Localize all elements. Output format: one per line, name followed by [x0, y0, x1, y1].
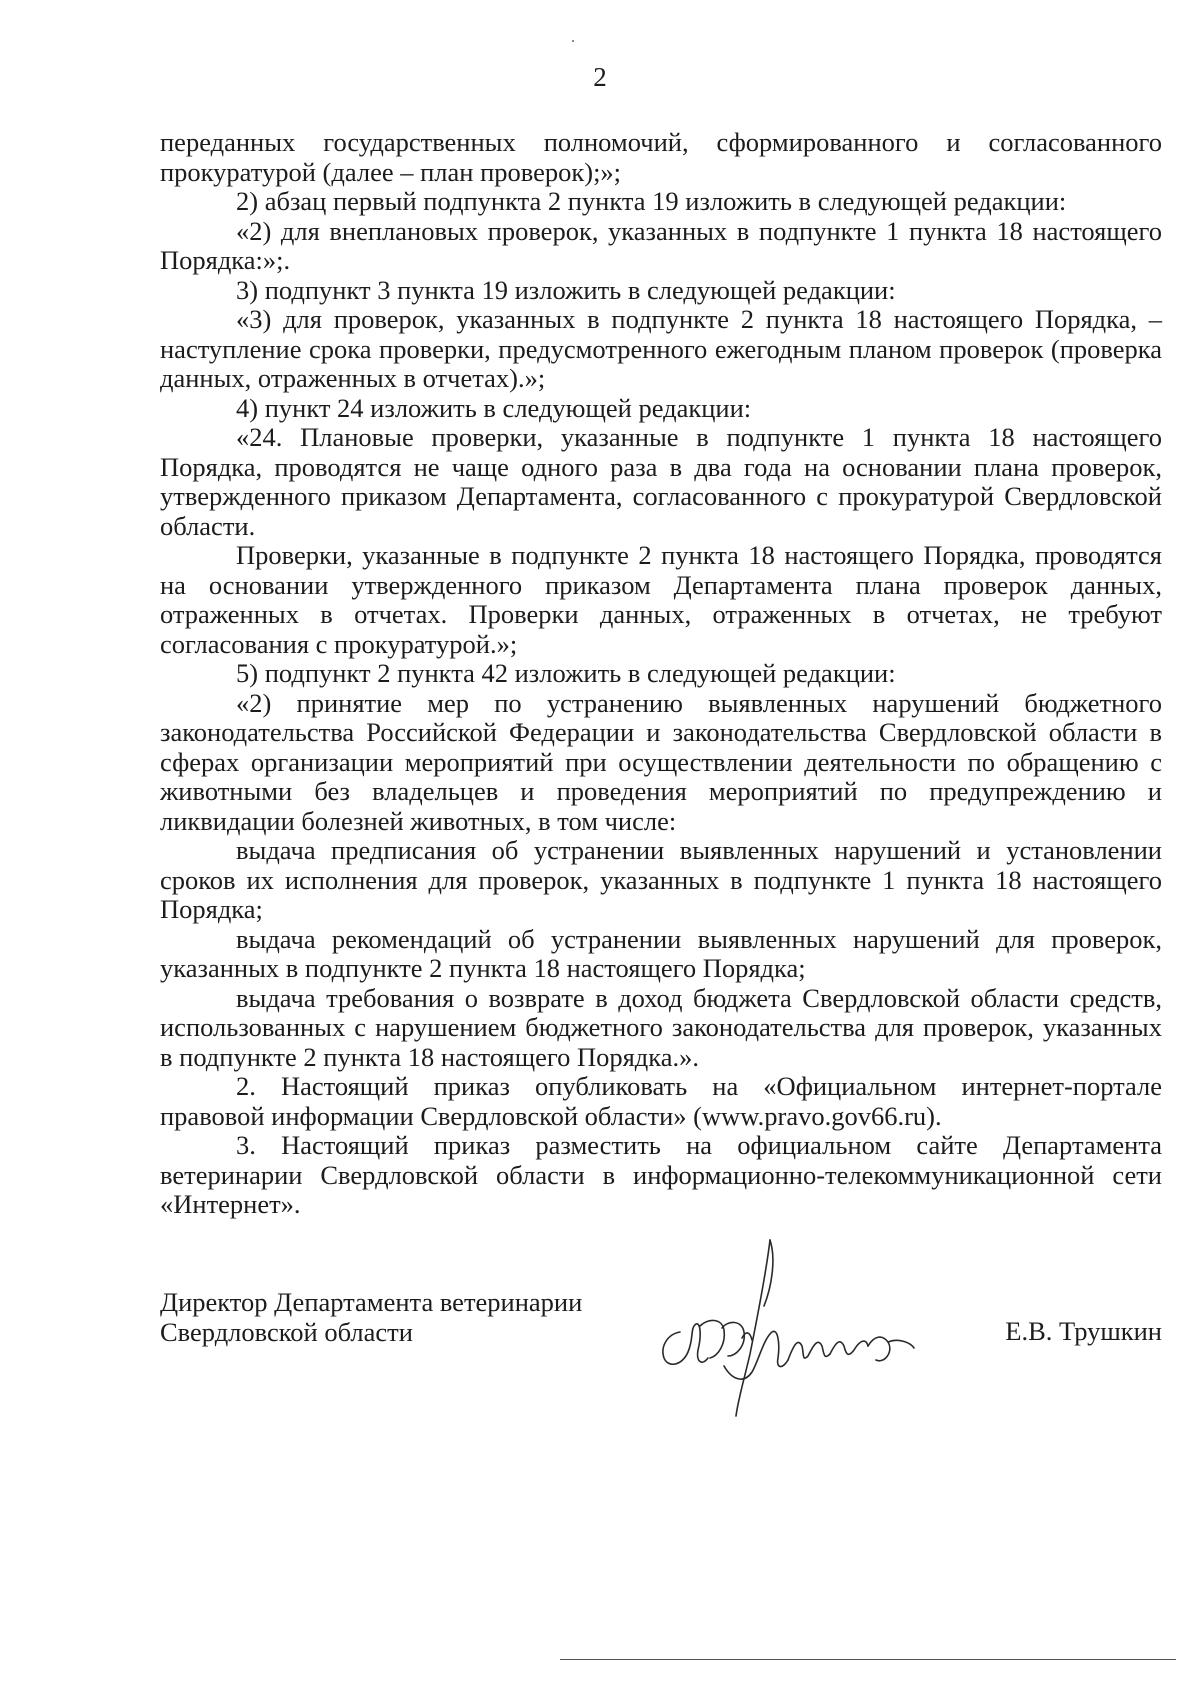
paragraph-2: «2) для внеплановых проверок, указанных в подпункте 1 пункта 18 настоящего Порядка:»;.	[160, 215, 1162, 275]
paragraph-1: 2) абзац первый подпункта 2 пункта 19 изложить в следующей редакции:	[236, 186, 1067, 216]
paragraph-4: «3) для проверок, указанных в подпункте 2 пункта 18 настоящего Порядка, – наступление срока проверки, предусмотренного ежегодным планом проверок (проверка данных, отраженных в отчетах).»;	[160, 304, 1162, 393]
paragraph-0: переданных государственных полномочий, сформированного и согласованного прокуратурой (далее – план проверок);»;	[160, 127, 1162, 187]
scan-artifact	[572, 40, 574, 42]
signer-position-line-1: Директор Департамента ветеринарии	[160, 1287, 583, 1317]
paragraph-12: выдача требования о возврате в доход бюджета Свердловской области средств, использованных с нарушением бюджетного законодательства для проверок, указанных в подпункте 2 пункта 18 настоящего Порядка.».	[160, 982, 1162, 1072]
signer-name: Е.В. Трушкин	[1005, 1316, 1162, 1346]
paragraph-5: 4) пункт 24 изложить в следующей редакции:	[236, 392, 752, 423]
paragraph-8: 5) подпункт 2 пункта 42 изложить в следующей редакции:	[236, 658, 896, 688]
document-body	[160, 128, 1162, 1220]
signer-position	[160, 1288, 582, 1347]
signature-block	[160, 1288, 1162, 1398]
paragraph-9: «2) принятие мер по устранению выявленных нарушений бюджетного законодательства Российской Федерации и законодательства Свердловской области в сферах организации мероприятий при осуществлении деятельности по обращению с животными без владельцев и проведения мероприятий по предупреждению и ликвидации болезней животных, в том числе:	[160, 687, 1162, 836]
handwritten-signature	[638, 1234, 928, 1424]
paragraph-10: выдача предписания об устранении выявленных нарушений и установлении сроков их исполнения для проверок, указанных в подпункте 1 пункта 18 настоящего Порядка;	[160, 835, 1162, 924]
signer-position-line-2: Свердловской области	[160, 1316, 413, 1347]
paragraph-11: выдача рекомендаций об устранении выявленных нарушений для проверок, указанных в подпункте 2 пункта 18 настоящего Порядка;	[160, 923, 1162, 983]
paragraph-13: 2. Настоящий приказ опубликовать на «Официальном интернет-портале правовой информации Свердловской области» (www.pravo.gov66.ru).	[160, 1071, 1162, 1131]
footer-divider	[560, 1659, 1176, 1660]
paragraph-6: «24. Плановые проверки, указанные в подпункте 1 пункта 18 настоящего Порядка, проводятся не чаще одного раза в два года на основании плана проверок, утвержденного приказом Департамента, согласованного с прокуратурой Свердловской области.	[160, 422, 1162, 541]
paragraph-3: 3) подпункт 3 пункта 19 изложить в следующей редакции:	[236, 274, 896, 305]
paragraph-7: Проверки, указанные в подпункте 2 пункта 18 настоящего Порядка, проводятся на основании утвержденного приказом Департамента плана проверок данных, отраженных в отчетах. Проверки данных, отраженных в отчетах, не требуют согласования с прокуратурой.»;	[160, 540, 1162, 659]
paragraph-14: 3. Настоящий приказ разместить на официальном сайте Департамента ветеринарии Свердловской области в информационно-телекоммуникационной сети «Интернет».	[160, 1130, 1162, 1219]
page-number: 2	[593, 62, 607, 92]
